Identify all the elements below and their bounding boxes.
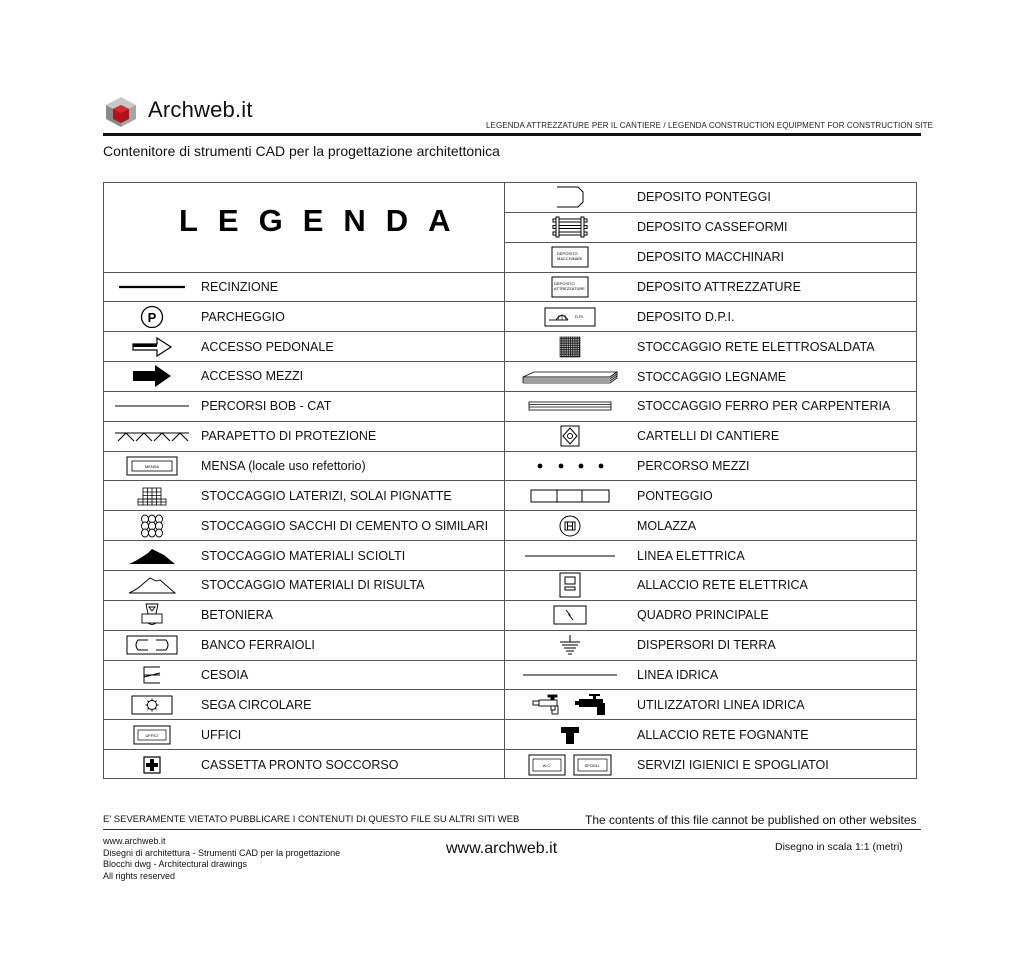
legend-row bbox=[505, 452, 916, 482]
legend-label: QUADRO PRINCIPALE bbox=[637, 608, 769, 623]
legend-row bbox=[104, 273, 504, 303]
legend-label: STOCCAGGIO MATERIALI DI RISULTA bbox=[201, 578, 425, 593]
water-taps-icon bbox=[505, 690, 635, 719]
legend-label: ALLACCIO RETE FOGNANTE bbox=[637, 727, 809, 742]
legend-label: DEPOSITO MACCHINARI bbox=[637, 250, 785, 265]
mortar-mixer-icon bbox=[505, 511, 635, 540]
legend-label: BANCO FERRAIOLI bbox=[201, 638, 315, 653]
legend-row bbox=[505, 243, 916, 273]
ground-icon bbox=[505, 631, 635, 660]
legend-label: ACCESSO PEDONALE bbox=[201, 339, 334, 354]
main-panel-icon bbox=[505, 601, 635, 630]
svg-text:DEPOSITO: DEPOSITO bbox=[554, 280, 575, 286]
legend-label: LINEA IDRICA bbox=[637, 668, 719, 683]
legend-label: LINEA ELETTRICA bbox=[637, 548, 745, 563]
scaffolding-icon bbox=[505, 482, 635, 511]
legend-row bbox=[505, 273, 916, 303]
footer-divider bbox=[103, 829, 921, 830]
brand-name: Archweb.it bbox=[148, 97, 253, 122]
svg-text:W.C.: W.C. bbox=[542, 763, 552, 769]
svg-text:D.P.I.: D.P.I. bbox=[575, 313, 585, 319]
legend-row bbox=[104, 332, 504, 362]
legend-label: STOCCAGGIO LATERIZI, SOLAI PIGNATTE bbox=[201, 488, 452, 503]
legend-right-column bbox=[505, 183, 916, 778]
water-line-icon bbox=[505, 661, 635, 690]
legend-row bbox=[104, 362, 504, 392]
legend-row bbox=[104, 631, 504, 661]
thin-line-icon bbox=[104, 392, 199, 421]
legend-row bbox=[505, 511, 916, 541]
legend-label: SEGA CIRCOLARE bbox=[201, 697, 312, 712]
legend-row bbox=[104, 720, 504, 750]
legend-label: CARTELLI DI CANTIERE bbox=[637, 429, 780, 444]
subtitle: Contenitore di strumenti CAD per la progettazione architettonica bbox=[103, 143, 500, 159]
legend-row bbox=[104, 511, 504, 541]
sewer-tee-icon bbox=[505, 720, 635, 749]
legend-row bbox=[505, 690, 916, 720]
circular-saw-icon bbox=[104, 690, 199, 719]
legend-label: DEPOSITO PONTEGGI bbox=[637, 190, 771, 205]
footer-line: Disegni di architettura - Strumenti CAD per la progettazione bbox=[103, 847, 341, 858]
legend-row bbox=[104, 541, 504, 571]
mesh-grid-icon bbox=[505, 332, 635, 361]
outline-arrow-icon bbox=[104, 332, 199, 361]
legend-title: LEGENDA bbox=[179, 203, 471, 238]
legend-row bbox=[505, 392, 916, 422]
legend-label: SERVIZI IGIENICI E SPOGLIATOI bbox=[637, 758, 829, 773]
mensa-box-icon bbox=[104, 452, 199, 481]
solid-line-icon bbox=[104, 273, 199, 302]
legend-table bbox=[103, 182, 917, 779]
svg-text:P: P bbox=[147, 309, 156, 325]
legend-row bbox=[505, 661, 916, 691]
legend-row bbox=[505, 571, 916, 601]
legend-row bbox=[104, 571, 504, 601]
legend-label: DEPOSITO D.P.I. bbox=[637, 309, 735, 324]
legend-row bbox=[505, 720, 916, 750]
concrete-mixer-icon bbox=[104, 601, 199, 630]
footer-credits bbox=[103, 836, 340, 882]
site-sign-icon bbox=[505, 422, 635, 451]
legend-label: PARCHEGGIO bbox=[201, 309, 285, 324]
legend-row bbox=[104, 601, 504, 631]
legend-row bbox=[104, 452, 504, 482]
timber-stack-icon bbox=[505, 362, 635, 391]
legend-label: RECINZIONE bbox=[201, 279, 279, 294]
legend-label: PARAPETTO DI PROTEZIONE bbox=[201, 429, 377, 444]
footer-line: www.archweb.it bbox=[103, 836, 166, 846]
drawing-scale: Disegno in scala 1:1 (metri) bbox=[775, 841, 903, 853]
legend-label: CASSETTA PRONTO SOCCORSO bbox=[201, 758, 399, 773]
cement-bags-icon bbox=[104, 511, 199, 540]
rebar-stack-icon bbox=[505, 392, 635, 421]
dotted-path-icon bbox=[505, 452, 635, 481]
svg-text:SPOGLI.: SPOGLI. bbox=[584, 763, 601, 769]
scaffold-storage-icon bbox=[505, 183, 635, 212]
toilets-icon bbox=[505, 750, 635, 780]
legend-left-column bbox=[104, 183, 505, 778]
legend-row bbox=[104, 302, 504, 332]
legend-label: ACCESSO MEZZI bbox=[201, 369, 304, 384]
copyright-warning-italian: E' SEVERAMENTE VIETATO PUBBLICARE I CONTENUTI DI QUESTO FILE SU ALTRI SITI WEB bbox=[103, 814, 520, 825]
legend-label: CESOIA bbox=[201, 667, 249, 682]
document-title: LEGENDA ATTREZZATURE PER IL CANTIERE / LEGENDA CONSTRUCTION EQUIPMENT FOR CONSTRUCTION SITE bbox=[486, 121, 934, 130]
machinery-box-icon bbox=[505, 243, 635, 272]
legend-row bbox=[505, 183, 916, 213]
legend-row bbox=[505, 422, 916, 452]
archweb-logo-icon bbox=[105, 96, 137, 128]
legend-label: STOCCAGGIO RETE ELETTROSALDATA bbox=[637, 339, 875, 354]
legend-row bbox=[104, 422, 504, 452]
legend-label: DISPERSORI DI TERRA bbox=[637, 638, 776, 653]
electric-line-icon bbox=[505, 541, 635, 570]
legend-header-cell bbox=[104, 183, 504, 273]
legend-row bbox=[505, 362, 916, 392]
footer-line: All rights reserved bbox=[103, 870, 176, 881]
formwork-icon bbox=[505, 213, 635, 242]
svg-text:MACCHINARI: MACCHINARI bbox=[557, 256, 583, 262]
parking-circle-icon bbox=[104, 302, 199, 331]
legend-label: STOCCAGGIO MATERIALI SCIOLTI bbox=[201, 548, 406, 563]
legend-row bbox=[505, 332, 916, 362]
legend-label: PERCORSO MEZZI bbox=[637, 459, 750, 474]
legend-row bbox=[104, 661, 504, 691]
first-aid-icon bbox=[104, 750, 199, 780]
legend-row bbox=[505, 482, 916, 512]
svg-text:UFFICI: UFFICI bbox=[145, 732, 158, 738]
footer-site: www.archweb.it bbox=[446, 840, 558, 857]
svg-text:MENSA: MENSA bbox=[144, 464, 159, 470]
workbench-icon bbox=[104, 631, 199, 660]
legend-label: UTILIZZATORI LINEA IDRICA bbox=[637, 697, 805, 712]
legend-label: MENSA (locale uso refettorio) bbox=[201, 459, 366, 474]
legend-row bbox=[505, 601, 916, 631]
legend-label: PERCORSI BOB - CAT bbox=[201, 399, 332, 414]
header-divider bbox=[103, 133, 921, 136]
filled-pile-icon bbox=[104, 541, 199, 570]
copyright-warning-english: The contents of this file cannot be published on other websites bbox=[585, 813, 917, 827]
legend-label: BETONIERA bbox=[201, 608, 274, 623]
legend-row bbox=[505, 750, 916, 780]
legend-row bbox=[505, 213, 916, 243]
power-connection-icon bbox=[505, 571, 635, 600]
svg-text:DEPOSITO: DEPOSITO bbox=[557, 251, 578, 257]
legend-row bbox=[104, 750, 504, 780]
legend-label: STOCCAGGIO FERRO PER CARPENTERIA bbox=[637, 399, 891, 414]
legend-row bbox=[104, 690, 504, 720]
brick-grid-icon bbox=[104, 481, 199, 510]
legend-label: UFFICI bbox=[201, 727, 242, 742]
legend-label: DEPOSITO CASSEFORMI bbox=[637, 220, 788, 235]
legend-row bbox=[505, 541, 916, 571]
legend-label: MOLAZZA bbox=[637, 518, 697, 533]
legend-row bbox=[505, 302, 916, 332]
shears-icon bbox=[104, 661, 199, 690]
footer-line: Blocchi dwg - Architectural drawings bbox=[103, 859, 248, 869]
legend-row bbox=[505, 631, 916, 661]
legend-row bbox=[104, 481, 504, 511]
outline-pile-icon bbox=[104, 571, 199, 600]
legend-label: ALLACCIO RETE ELETTRICA bbox=[637, 578, 808, 593]
svg-text:ATTREZZATURE: ATTREZZATURE bbox=[554, 285, 585, 291]
legend-label: STOCCAGGIO LEGNAME bbox=[637, 369, 787, 384]
legend-label: PONTEGGIO bbox=[637, 488, 713, 503]
legend-label: STOCCAGGIO SACCHI DI CEMENTO O SIMILARI bbox=[201, 518, 489, 533]
solid-arrow-icon bbox=[104, 362, 199, 391]
legend-row bbox=[104, 392, 504, 422]
office-box-icon bbox=[104, 720, 199, 749]
legend-label: DEPOSITO ATTREZZATURE bbox=[637, 279, 801, 294]
parapet-icon bbox=[104, 422, 199, 451]
ppe-box-icon bbox=[505, 302, 635, 331]
equipment-box-icon bbox=[505, 273, 635, 302]
